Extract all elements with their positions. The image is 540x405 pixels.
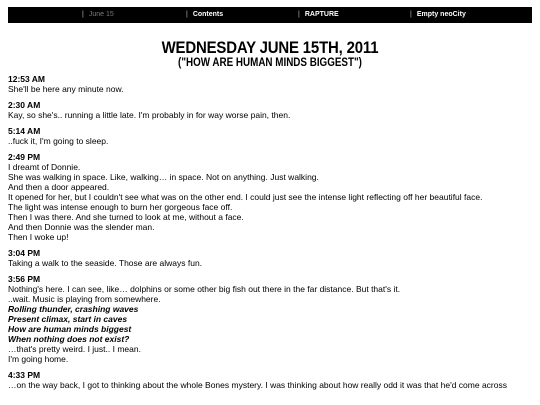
entry-text-line: Nothing's here. I can see, like… dolphins or some other big fish out there in the far distance. But that's it. (8, 284, 401, 294)
journal-entry (8, 152, 540, 242)
page-header (0, 40, 540, 68)
journal-entries (8, 74, 540, 396)
entry-text-line: I'm going home. (8, 354, 69, 364)
page-title: WEDNESDAY JUNE 15TH, 2011 (161, 38, 379, 57)
nav-item-june-15[interactable] (82, 7, 114, 23)
entry-text-line: Taking a walk to the seaside. Those are always fun. (8, 258, 203, 268)
journal-entry (8, 74, 540, 94)
journal-entry (8, 100, 540, 120)
nav-separator: | (298, 11, 300, 18)
entry-lyric-line: When nothing does not exist? (8, 334, 130, 344)
entry-text-line: ..fuck it, I'm going to sleep. (8, 136, 109, 146)
page-subtitle: ("HOW ARE HUMAN MINDS BIGGEST") (178, 55, 362, 69)
nav-separator: | (82, 11, 84, 18)
entry-text-line: Kay, so she's.. running a little late. I'm probably in for way worse pain, then. (8, 110, 291, 120)
nav-label-empty-neocity: Empty neoCity (416, 11, 466, 18)
entry-text-line: …that's pretty weird. I just.. I mean. (8, 344, 141, 354)
entry-timestamp: 3:04 PM (8, 248, 41, 258)
entry-timestamp: 12:53 AM (8, 74, 46, 84)
entry-text-line: Then I woke up! (8, 232, 69, 242)
nav-item-contents[interactable] (186, 7, 223, 23)
top-nav-bar (8, 7, 532, 23)
journal-entry (8, 126, 540, 146)
entry-text-line: Then I was there. And she turned to look at me, without a face. (8, 212, 244, 222)
nav-item-empty-neocity[interactable] (410, 7, 466, 23)
nav-item-rapture[interactable] (298, 7, 339, 23)
journal-entry (8, 274, 540, 364)
entry-text-line: The light was intense enough to burn her gorgeous face off. (8, 202, 233, 212)
entry-text-line: I dreamt of Donnie. (8, 162, 81, 172)
entry-text-line: It opened for her, but I couldn't see what was on the other end. I could just see the intense light reflecting off her beautiful face. (8, 192, 483, 202)
entry-text-line: …on the way back, I got to thinking about the whole Bones mystery. I was thinking about how really odd it was that he'd come across (8, 380, 507, 390)
nav-label-contents: Contents (192, 11, 224, 18)
entry-text-line: She was walking in space. Like, walking… in space. Not on anything. Just walking. (8, 172, 319, 182)
nav-label-june-15: June 15 (88, 11, 114, 18)
entry-text-line: She'll be here any minute now. (8, 84, 124, 94)
entry-timestamp: 3:56 PM (8, 274, 41, 284)
entry-lyric-line: Rolling thunder, crashing waves (8, 304, 139, 314)
entry-lyric-line: How are human minds biggest (8, 324, 132, 334)
entry-text-line: And then Donnie was the slender man. (8, 222, 155, 232)
journal-entry (8, 370, 540, 390)
journal-entry (8, 248, 540, 268)
entry-timestamp: 2:49 PM (8, 152, 41, 162)
nav-separator: | (186, 11, 188, 18)
entry-lyric-line: Present climax, start in caves (8, 314, 128, 324)
nav-label-rapture: RAPTURE (304, 11, 339, 18)
entry-text-line: And then a door appeared. (8, 182, 110, 192)
entry-timestamp: 2:30 AM (8, 100, 41, 110)
nav-separator: | (410, 11, 412, 18)
entry-text-line: ..wait. Music is playing from somewhere. (8, 294, 161, 304)
entry-timestamp: 4:33 PM (8, 370, 41, 380)
entry-timestamp: 5:14 AM (8, 126, 41, 136)
